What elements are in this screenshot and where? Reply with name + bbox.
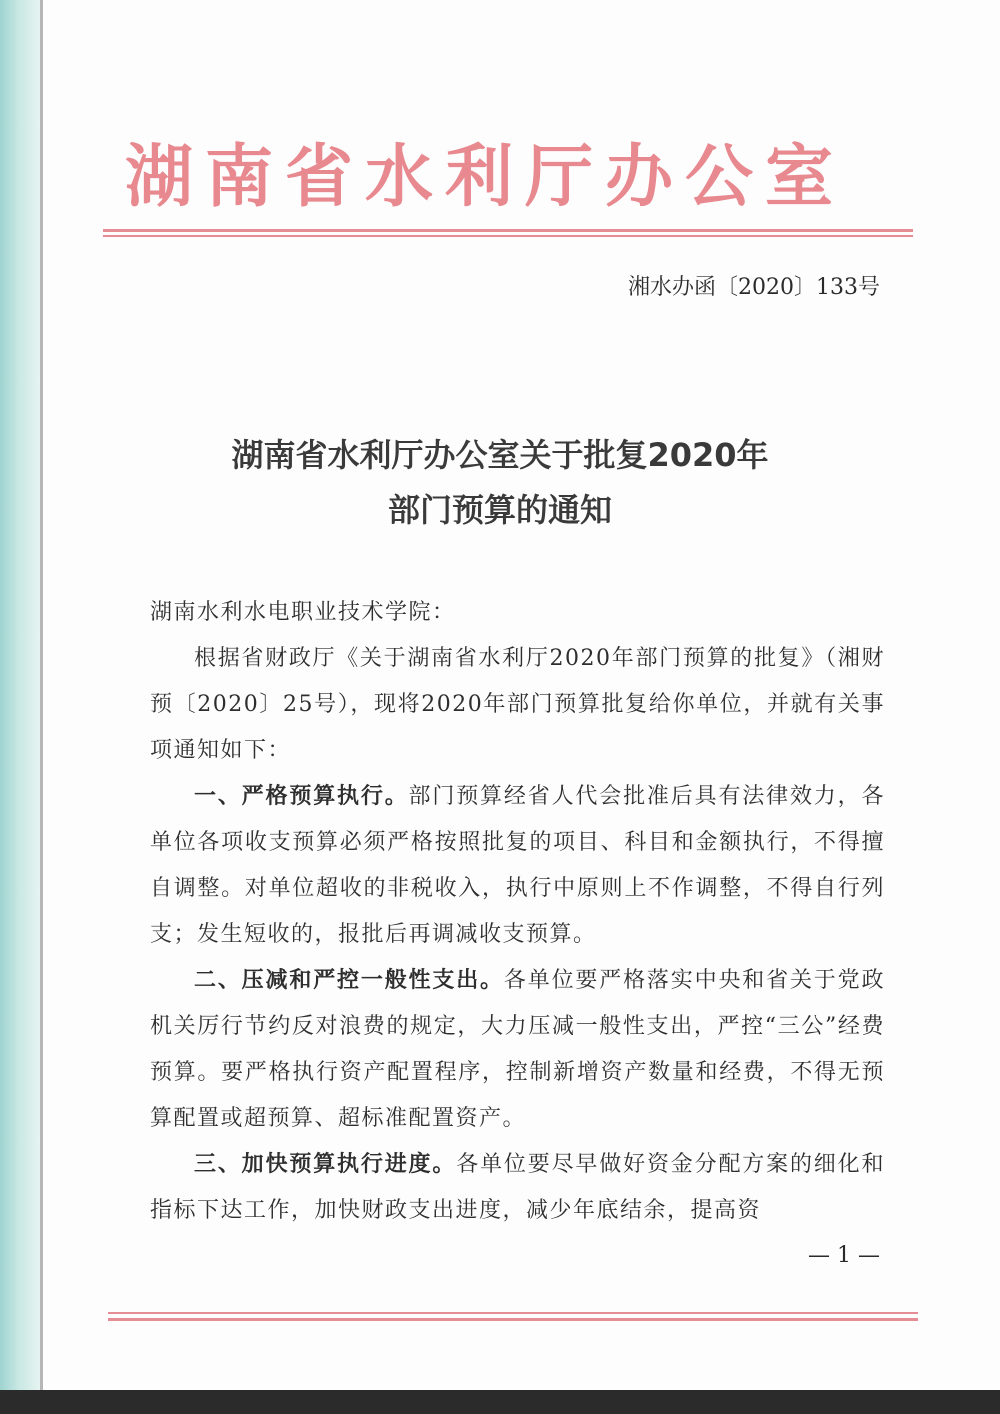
scan-bottom-edge — [0, 1390, 1000, 1414]
recipient-line: 湖南水利水电职业技术学院： — [150, 600, 456, 625]
intro-paragraph: 根据省财政厅《关于湖南省水利厅2020年部门预算的批复》（湘财预〔2020〕25号），现将2020年部门预算批复给你单位，并就有关事项通知如下： — [150, 646, 885, 763]
section-paragraph — [150, 1142, 885, 1234]
letterhead-rule-bottom — [103, 235, 913, 237]
section-paragraph — [150, 774, 885, 958]
footer-rule-top — [108, 1312, 918, 1314]
scan-left-edge — [0, 0, 42, 1414]
letterhead-rule-top — [103, 229, 913, 232]
section-text: 各单位要严格落实中央和省关于党政机关厉行节约反对浪费的规定，大力压减一般性支出，严控“三公”经费预算。要严格执行资产配置程序，控制新增资产数量和经费，不得无预算配置或超预算、超标准配置资产。 — [150, 968, 885, 1131]
section-heading: 一、严格预算执行。 — [194, 784, 409, 809]
document-body — [150, 590, 885, 1234]
letterhead-title: 湖南省水利厅办公室 — [124, 138, 845, 217]
section-text: 部门预算经省人代会批准后具有法律效力，各单位各项收支预算必须严格按照批复的项目、科目和金额执行，不得擅自调整。对单位超收的非税收入，执行中原则上不作调整，不得自行列支；发生短收的，报批后再调减收支预算。 — [150, 784, 885, 947]
document-title-line2: 部门预算的通知 — [387, 491, 612, 529]
section-heading: 二、压减和严控一般性支出。 — [194, 968, 504, 993]
page-number: — 1 — — [808, 1243, 880, 1268]
section-heading: 三、加快预算执行进度。 — [194, 1152, 457, 1177]
document-number: 湘水办函〔2020〕133号 — [628, 275, 880, 300]
section-text: 各单位要尽早做好资金分配方案的细化和指标下达工作，加快财政支出进度，减少年底结余，提高资 — [150, 1152, 885, 1223]
document-title-line1: 湖南省水利厅办公室关于批复2020年 — [231, 436, 769, 474]
section-paragraph — [150, 958, 885, 1142]
footer-rule-bottom — [108, 1318, 918, 1321]
